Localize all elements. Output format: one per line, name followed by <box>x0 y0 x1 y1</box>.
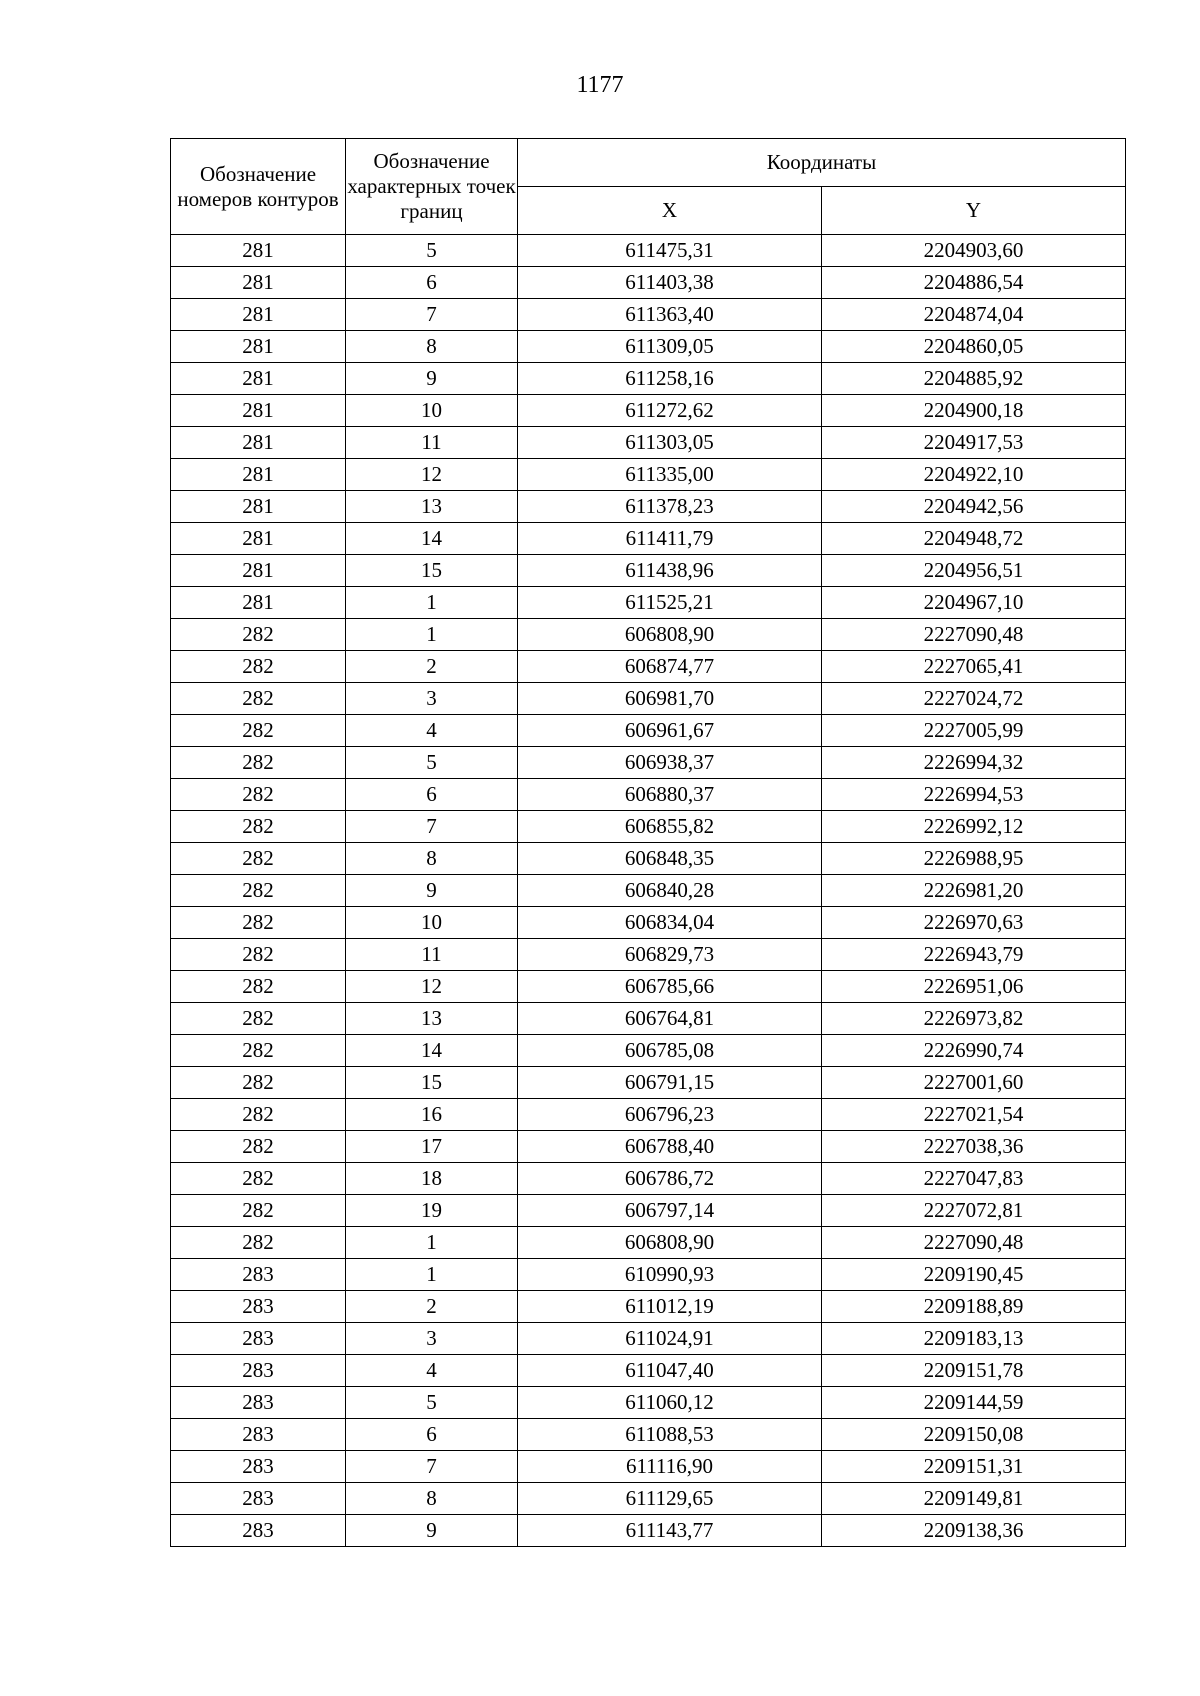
table-row <box>171 1131 1126 1163</box>
point-cell: 12 <box>346 459 518 491</box>
table-row <box>171 907 1126 939</box>
table-row <box>171 1163 1126 1195</box>
x-cell: 606834,04 <box>518 907 822 939</box>
x-cell: 611411,79 <box>518 523 822 555</box>
contour-cell: 282 <box>171 1131 346 1163</box>
contour-cell: 283 <box>171 1355 346 1387</box>
coordinates-table <box>170 138 1126 1547</box>
point-cell: 7 <box>346 811 518 843</box>
x-cell: 611475,31 <box>518 235 822 267</box>
contour-cell: 282 <box>171 1003 346 1035</box>
contour-cell: 282 <box>171 619 346 651</box>
point-cell: 12 <box>346 971 518 1003</box>
contour-cell: 281 <box>171 299 346 331</box>
point-cell: 4 <box>346 1355 518 1387</box>
table-row <box>171 1099 1126 1131</box>
contour-cell: 282 <box>171 747 346 779</box>
y-cell: 2204917,53 <box>822 427 1126 459</box>
x-cell: 611258,16 <box>518 363 822 395</box>
contour-cell: 281 <box>171 235 346 267</box>
header-y: Y <box>822 187 1126 235</box>
contour-cell: 282 <box>171 683 346 715</box>
point-cell: 2 <box>346 1291 518 1323</box>
y-cell: 2204886,54 <box>822 267 1126 299</box>
x-cell: 611143,77 <box>518 1515 822 1547</box>
x-cell: 606785,08 <box>518 1035 822 1067</box>
point-cell: 1 <box>346 1227 518 1259</box>
table-row <box>171 747 1126 779</box>
y-cell: 2226943,79 <box>822 939 1126 971</box>
point-cell: 3 <box>346 683 518 715</box>
point-cell: 7 <box>346 299 518 331</box>
y-cell: 2226981,20 <box>822 875 1126 907</box>
y-cell: 2227038,36 <box>822 1131 1126 1163</box>
x-cell: 611335,00 <box>518 459 822 491</box>
contour-cell: 281 <box>171 459 346 491</box>
table-row <box>171 331 1126 363</box>
y-cell: 2226994,53 <box>822 779 1126 811</box>
point-cell: 5 <box>346 235 518 267</box>
y-cell: 2204922,10 <box>822 459 1126 491</box>
y-cell: 2209138,36 <box>822 1515 1126 1547</box>
contour-cell: 281 <box>171 555 346 587</box>
y-cell: 2209190,45 <box>822 1259 1126 1291</box>
table-row <box>171 1515 1126 1547</box>
contour-cell: 281 <box>171 427 346 459</box>
point-cell: 15 <box>346 1067 518 1099</box>
point-cell: 2 <box>346 651 518 683</box>
table-row <box>171 1483 1126 1515</box>
y-cell: 2209183,13 <box>822 1323 1126 1355</box>
table-row <box>171 1195 1126 1227</box>
x-cell: 606880,37 <box>518 779 822 811</box>
y-cell: 2204885,92 <box>822 363 1126 395</box>
x-cell: 611116,90 <box>518 1451 822 1483</box>
y-cell: 2209188,89 <box>822 1291 1126 1323</box>
table-row <box>171 843 1126 875</box>
contour-cell: 282 <box>171 1067 346 1099</box>
point-cell: 1 <box>346 1259 518 1291</box>
contour-cell: 282 <box>171 1227 346 1259</box>
contour-cell: 283 <box>171 1387 346 1419</box>
point-cell: 11 <box>346 427 518 459</box>
x-cell: 606791,15 <box>518 1067 822 1099</box>
table-row <box>171 1227 1126 1259</box>
point-cell: 1 <box>346 587 518 619</box>
y-cell: 2204942,56 <box>822 491 1126 523</box>
table-row <box>171 1003 1126 1035</box>
contour-cell: 282 <box>171 939 346 971</box>
y-cell: 2204860,05 <box>822 331 1126 363</box>
table-row <box>171 587 1126 619</box>
point-cell: 6 <box>346 267 518 299</box>
point-cell: 3 <box>346 1323 518 1355</box>
point-cell: 5 <box>346 747 518 779</box>
point-cell: 8 <box>346 1483 518 1515</box>
table-row <box>171 267 1126 299</box>
contour-cell: 283 <box>171 1451 346 1483</box>
contour-cell: 283 <box>171 1419 346 1451</box>
table-body <box>171 235 1126 1547</box>
x-cell: 611363,40 <box>518 299 822 331</box>
table-row <box>171 363 1126 395</box>
contour-cell: 282 <box>171 779 346 811</box>
contour-cell: 281 <box>171 363 346 395</box>
point-cell: 11 <box>346 939 518 971</box>
x-cell: 611129,65 <box>518 1483 822 1515</box>
point-cell: 13 <box>346 1003 518 1035</box>
x-cell: 611525,21 <box>518 587 822 619</box>
table-row <box>171 523 1126 555</box>
x-cell: 606848,35 <box>518 843 822 875</box>
table-row <box>171 1355 1126 1387</box>
point-cell: 8 <box>346 843 518 875</box>
contour-cell: 283 <box>171 1259 346 1291</box>
x-cell: 606981,70 <box>518 683 822 715</box>
y-cell: 2226992,12 <box>822 811 1126 843</box>
point-cell: 6 <box>346 1419 518 1451</box>
point-cell: 9 <box>346 875 518 907</box>
x-cell: 611024,91 <box>518 1323 822 1355</box>
contour-cell: 282 <box>171 843 346 875</box>
point-cell: 4 <box>346 715 518 747</box>
contour-cell: 282 <box>171 875 346 907</box>
contour-cell: 282 <box>171 651 346 683</box>
y-cell: 2209149,81 <box>822 1483 1126 1515</box>
point-cell: 5 <box>346 1387 518 1419</box>
table-row <box>171 1451 1126 1483</box>
contour-cell: 282 <box>171 971 346 1003</box>
contour-cell: 283 <box>171 1483 346 1515</box>
contour-cell: 283 <box>171 1323 346 1355</box>
x-cell: 606874,77 <box>518 651 822 683</box>
table-row <box>171 427 1126 459</box>
point-cell: 7 <box>346 1451 518 1483</box>
table-row <box>171 235 1126 267</box>
table-row <box>171 779 1126 811</box>
x-cell: 611403,38 <box>518 267 822 299</box>
point-cell: 16 <box>346 1099 518 1131</box>
x-cell: 606808,90 <box>518 619 822 651</box>
table-row <box>171 1067 1126 1099</box>
x-cell: 611088,53 <box>518 1419 822 1451</box>
y-cell: 2227090,48 <box>822 1227 1126 1259</box>
point-cell: 9 <box>346 363 518 395</box>
contour-cell: 281 <box>171 331 346 363</box>
point-cell: 19 <box>346 1195 518 1227</box>
y-cell: 2227072,81 <box>822 1195 1126 1227</box>
x-cell: 606938,37 <box>518 747 822 779</box>
table-row <box>171 971 1126 1003</box>
y-cell: 2209151,31 <box>822 1451 1126 1483</box>
y-cell: 2227001,60 <box>822 1067 1126 1099</box>
x-cell: 611303,05 <box>518 427 822 459</box>
y-cell: 2204903,60 <box>822 235 1126 267</box>
y-cell: 2204874,04 <box>822 299 1126 331</box>
y-cell: 2227047,83 <box>822 1163 1126 1195</box>
y-cell: 2209150,08 <box>822 1419 1126 1451</box>
contour-cell: 281 <box>171 491 346 523</box>
point-cell: 9 <box>346 1515 518 1547</box>
x-cell: 606961,67 <box>518 715 822 747</box>
contour-cell: 281 <box>171 267 346 299</box>
header-x: X <box>518 187 822 235</box>
x-cell: 610990,93 <box>518 1259 822 1291</box>
y-cell: 2227021,54 <box>822 1099 1126 1131</box>
contour-cell: 283 <box>171 1515 346 1547</box>
contour-cell: 282 <box>171 1099 346 1131</box>
y-cell: 2227090,48 <box>822 619 1126 651</box>
point-cell: 14 <box>346 1035 518 1067</box>
x-cell: 606797,14 <box>518 1195 822 1227</box>
table-row <box>171 299 1126 331</box>
table-row <box>171 1419 1126 1451</box>
contour-cell: 282 <box>171 1163 346 1195</box>
table-row <box>171 491 1126 523</box>
contour-cell: 281 <box>171 395 346 427</box>
x-cell: 606788,40 <box>518 1131 822 1163</box>
x-cell: 611309,05 <box>518 331 822 363</box>
table-row <box>171 715 1126 747</box>
table-row <box>171 683 1126 715</box>
x-cell: 606840,28 <box>518 875 822 907</box>
point-cell: 15 <box>346 555 518 587</box>
contour-cell: 282 <box>171 907 346 939</box>
y-cell: 2226988,95 <box>822 843 1126 875</box>
point-cell: 10 <box>346 395 518 427</box>
x-cell: 611047,40 <box>518 1355 822 1387</box>
header-point-number: Обозначение характерных точек границ <box>346 139 518 235</box>
contour-cell: 281 <box>171 587 346 619</box>
y-cell: 2227024,72 <box>822 683 1126 715</box>
y-cell: 2226951,06 <box>822 971 1126 1003</box>
point-cell: 8 <box>346 331 518 363</box>
table-row <box>171 811 1126 843</box>
table-row <box>171 1035 1126 1067</box>
x-cell: 606786,72 <box>518 1163 822 1195</box>
point-cell: 14 <box>346 523 518 555</box>
table-row <box>171 1259 1126 1291</box>
header-coordinates: Координаты <box>518 139 1126 187</box>
x-cell: 606764,81 <box>518 1003 822 1035</box>
y-cell: 2226970,63 <box>822 907 1126 939</box>
table-row <box>171 555 1126 587</box>
page-number: 1177 <box>576 72 624 98</box>
header-contour-number: Обозначение номеров контуров <box>171 139 346 235</box>
y-cell: 2227005,99 <box>822 715 1126 747</box>
y-cell: 2204948,72 <box>822 523 1126 555</box>
x-cell: 606808,90 <box>518 1227 822 1259</box>
y-cell: 2227065,41 <box>822 651 1126 683</box>
x-cell: 611012,19 <box>518 1291 822 1323</box>
y-cell: 2226973,82 <box>822 1003 1126 1035</box>
table-row <box>171 395 1126 427</box>
table-row <box>171 651 1126 683</box>
y-cell: 2204956,51 <box>822 555 1126 587</box>
table-row <box>171 875 1126 907</box>
x-cell: 606785,66 <box>518 971 822 1003</box>
x-cell: 606855,82 <box>518 811 822 843</box>
point-cell: 1 <box>346 619 518 651</box>
y-cell: 2226994,32 <box>822 747 1126 779</box>
table-row <box>171 619 1126 651</box>
table-row <box>171 1291 1126 1323</box>
point-cell: 17 <box>346 1131 518 1163</box>
x-cell: 611272,62 <box>518 395 822 427</box>
contour-cell: 281 <box>171 523 346 555</box>
x-cell: 611378,23 <box>518 491 822 523</box>
table-row <box>171 459 1126 491</box>
y-cell: 2204967,10 <box>822 587 1126 619</box>
x-cell: 611060,12 <box>518 1387 822 1419</box>
contour-cell: 282 <box>171 811 346 843</box>
point-cell: 18 <box>346 1163 518 1195</box>
y-cell: 2226990,74 <box>822 1035 1126 1067</box>
contour-cell: 282 <box>171 1195 346 1227</box>
y-cell: 2209144,59 <box>822 1387 1126 1419</box>
x-cell: 611438,96 <box>518 555 822 587</box>
x-cell: 606829,73 <box>518 939 822 971</box>
point-cell: 13 <box>346 491 518 523</box>
y-cell: 2204900,18 <box>822 395 1126 427</box>
table-row <box>171 1387 1126 1419</box>
x-cell: 606796,23 <box>518 1099 822 1131</box>
table-row <box>171 1323 1126 1355</box>
table-row <box>171 939 1126 971</box>
contour-cell: 282 <box>171 715 346 747</box>
point-cell: 6 <box>346 779 518 811</box>
y-cell: 2209151,78 <box>822 1355 1126 1387</box>
contour-cell: 282 <box>171 1035 346 1067</box>
contour-cell: 283 <box>171 1291 346 1323</box>
table-header <box>171 139 1126 235</box>
point-cell: 10 <box>346 907 518 939</box>
